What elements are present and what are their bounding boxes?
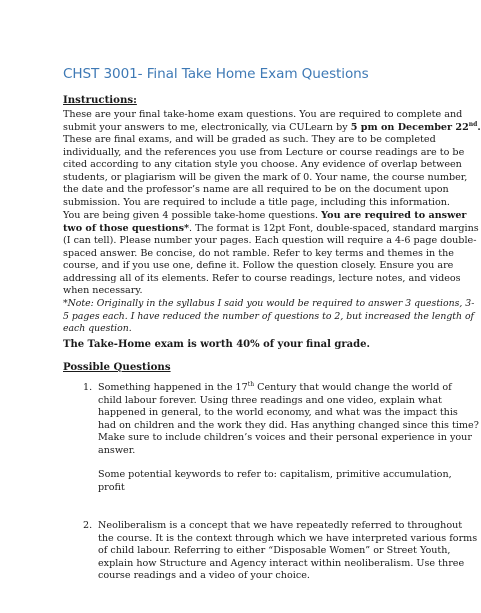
text-line: Neoliberalism is a concept that we have repeatedly referred to throughout: [98, 520, 463, 531]
text-span: . The format is 12pt Font, double-spaced, standard margins: [189, 222, 479, 234]
text-line: child labour forever. Using three readings and one video, explain what: [98, 394, 442, 406]
text-line: course readings and a video of your choice.: [98, 570, 310, 581]
text-line: 5 pages each. I have reduced the number of questions to 2, but increased the length of: [63, 310, 475, 322]
text-span: submit your answers to me, electronically, via CULearn by: [63, 121, 351, 133]
keywords-line: profit: [98, 481, 125, 493]
text-line: (I can tell). Please number your pages. Each question will require a 4-6 page double-: [63, 235, 477, 246]
text-line: course, and if you use one, define it. Follow the question closely. Ensure you are: [63, 260, 454, 271]
text-line: [98, 380, 452, 395]
text-line: the course. It is the context through which we have interpreted various forms: [98, 532, 478, 544]
text-line: individually, and the references you use from Lecture or course readings are to be: [63, 146, 465, 158]
text-line: happened in general, to the world economy, and what was the impact this: [98, 407, 458, 418]
question-number: 2.: [83, 520, 93, 531]
text-line: cited according to any citation style you choose. Any evidence of overlap between: [63, 159, 462, 170]
text-line: of child labour. Referring to either “Disposable Women” or Street Youth,: [98, 545, 451, 556]
text-line: explain how Structure and Agency interact within neoliberalism. Use three: [98, 557, 465, 569]
text-line: Make sure to include children’s voices and their personal experience in your: [98, 432, 472, 443]
text-line: [63, 210, 467, 223]
text-span: Something happened in the 17: [98, 382, 248, 393]
question-text: [98, 380, 479, 494]
text-line: had on children and the work they did. Has anything changed since this time?: [98, 419, 479, 431]
keywords-line: Some potential keywords to refer to: capitalism, primitive accumulation,: [98, 469, 452, 480]
text-line: submission. You are required to include a title page, including this information.: [63, 196, 450, 208]
page-title: CHST 3001- Final Take Home Exam Questions: [63, 66, 369, 82]
text-line: when necessary.: [63, 285, 143, 296]
grade-weight-note: The Take-Home exam is worth 40% of your final grade.: [63, 339, 370, 350]
text-line: These are your final take-home exam questions. You are required to complete and: [63, 109, 463, 120]
text-line: students, or plagiarism will be given the mark of 0. Your name, the course number,: [63, 171, 468, 183]
deadline-text: 5 pm on December 22: [350, 121, 469, 133]
text-line: spaced answer. Be concise, do not ramble. Refer to key terms and themes in the: [63, 247, 454, 259]
instructions-paragraph: [63, 109, 481, 209]
ordinal-suffix: th: [247, 380, 255, 388]
text-line: the date and the professor’s name are all required to be on the document upon: [63, 184, 449, 195]
text-line: [63, 120, 481, 135]
text-line: addressing all of its elements. Refer to course readings, lecture notes, and videos: [63, 272, 461, 284]
text-line: These are final exams, and will be graded as such. They are to be completed: [63, 134, 436, 145]
text-span: You are being given 4 possible take-home questions.: [63, 210, 322, 221]
text-line: each question.: [63, 323, 132, 334]
text-line: *Note: Originally in the syllabus I said you would be required to answer 3 questions, 3-: [63, 298, 475, 309]
question-text: [98, 520, 478, 583]
requirement-text: two of those questions*: [63, 222, 190, 234]
text-span: Century that would change the world of: [254, 382, 452, 393]
question-number: 1.: [83, 382, 93, 393]
text-line: answer.: [98, 444, 136, 456]
text-line: [63, 222, 479, 236]
text-span: .: [477, 121, 481, 133]
syllabus-note: [63, 298, 475, 336]
possible-questions-heading: Possible Questions: [63, 361, 171, 373]
instructions-heading: Instructions:: [63, 94, 137, 106]
requirement-text: You are required to answer: [321, 210, 467, 221]
format-paragraph: [63, 210, 479, 298]
deadline-suffix: nd: [468, 120, 478, 128]
